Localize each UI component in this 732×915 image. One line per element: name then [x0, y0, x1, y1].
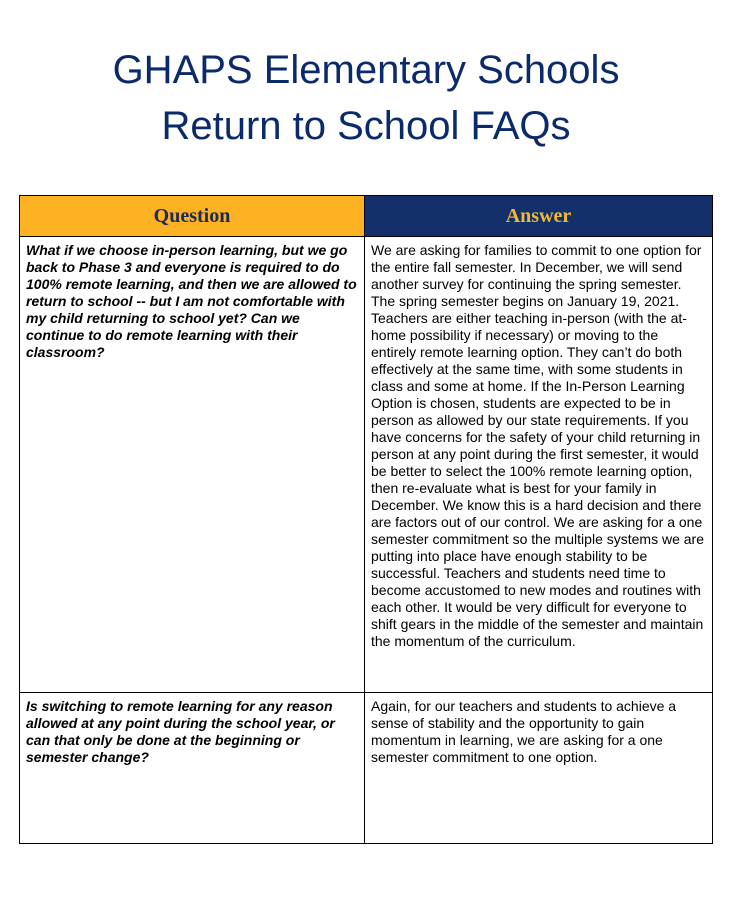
title-line-2: Return to School FAQs [161, 104, 571, 148]
answer-text: Again, for our teachers and students to achieve a sense of stability and the opportunity to gain momentum in learning, we are asking for a one semester commitment to one option. [371, 698, 677, 765]
table-row [20, 237, 713, 693]
header-row [20, 196, 713, 237]
answer-cell [365, 693, 713, 844]
table-row [20, 693, 713, 844]
page-title [0, 42, 732, 154]
question-text: Is switching to remote learning for any reason allowed at any point during the school year, or can that only be done at the beginning or semester change? [26, 698, 335, 765]
answer-text: We are asking for families to commit to one option for the entire fall semester. In December, we will send another survey for continuing the spring semester. The spring semester begins on January 19, 2021. Teachers are either teaching in-person (with the at-home possibility if necessary) or moving to the entirely remote learning option. They can’t do both effectively at the same time, with some students in class and some at home. If the In-Person Learning Option is chosen, students are expected to be in person as allowed by our state requirements. If you have concerns for the safety of your child returning in person at any point during the first semester, it would be better to select the 100% remote learning option, then re-evaluate what is best for your family in December. We know this is a hard decision and there are factors out of our control. We are asking for a one semester commitment so the multiple systems we are putting into place have enough stability to be successful. Teachers and students need time to become accustomed to new modes and routines with each other. It would be very difficult for everyone to shift gears in the middle of the semester and maintain the momentum of the curriculum. [371, 242, 704, 649]
answer-header: Answer [365, 196, 713, 237]
title-line-1: GHAPS Elementary Schools [112, 48, 620, 92]
answer-cell [365, 237, 713, 693]
question-cell [20, 237, 365, 693]
question-text: What if we choose in-person learning, but we go back to Phase 3 and everyone is required to do 100% remote learning, and then we are allowed to return to school -- but I am not comfortable with my child returning to school yet? Can we continue to do remote learning with their classroom? [26, 242, 357, 360]
question-header: Question [20, 196, 365, 237]
faq-table [19, 195, 713, 844]
question-cell [20, 693, 365, 844]
